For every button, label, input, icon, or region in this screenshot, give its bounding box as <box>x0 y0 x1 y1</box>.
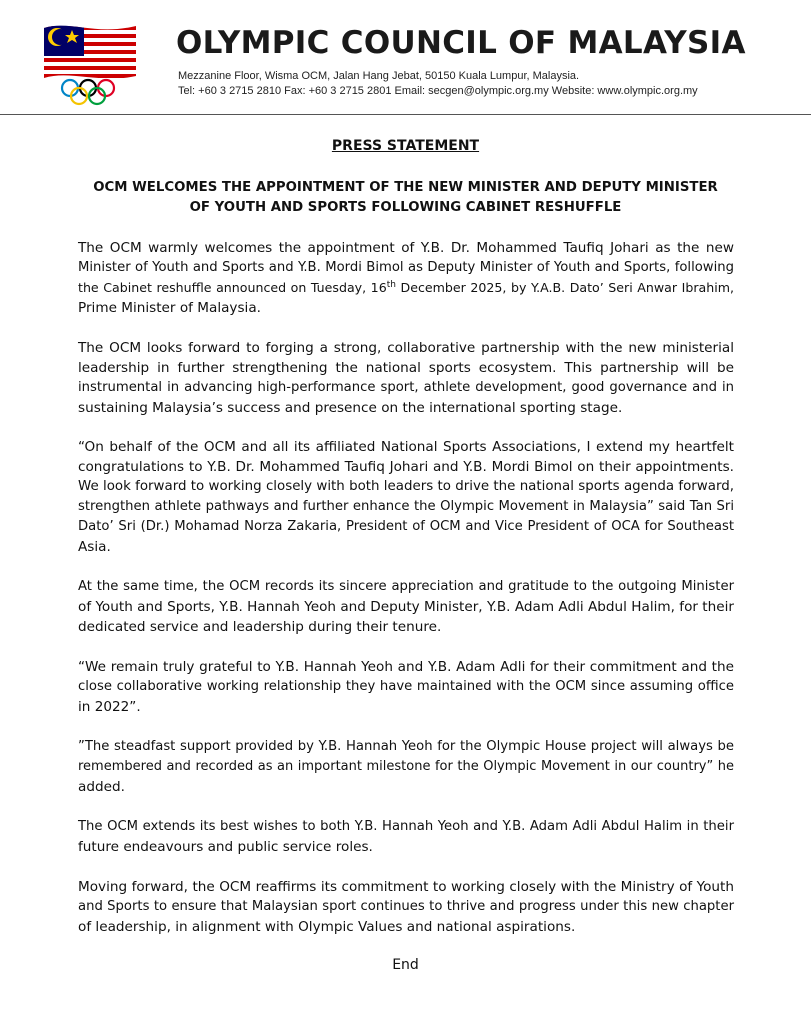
letterhead <box>0 0 811 116</box>
paragraph-5-quote <box>78 657 734 717</box>
organization-name: OLYMPIC COUNCIL OF MALAYSIA <box>176 25 746 61</box>
paragraph-line: Prime Minister of Malaysia. <box>78 300 261 316</box>
paragraph-line: of leadership, in alignment with Olympic Values and national aspirations. <box>78 919 576 935</box>
paragraph-line: leadership in further strengthening the national sports ecosystem. This partnership will be <box>78 360 734 376</box>
ordinal-suffix: th <box>386 279 396 290</box>
paragraph-7 <box>78 817 734 857</box>
headline-line: OCM WELCOMES THE APPOINTMENT OF THE NEW MINISTER AND DEPUTY MINISTER <box>93 180 718 195</box>
paragraph-line: added. <box>78 779 125 795</box>
paragraph-line: sustaining Malaysia’s success and presence on the international sporting stage. <box>78 400 623 416</box>
headline-line: OF YOUTH AND SPORTS FOLLOWING CABINET RESHUFFLE <box>189 200 622 215</box>
paragraph-8 <box>78 877 734 937</box>
paragraph-1 <box>78 238 734 318</box>
paragraph-2 <box>78 338 734 418</box>
paragraph-line: Minister of Youth and Sports and Y.B. Mordi Bimol as Deputy Minister of Youth and Sports, following <box>78 260 734 275</box>
organization-contact: Tel: +60 3 2715 2810 Fax: +60 3 2715 2801 Email: secgen@olympic.org.my Website: www.olympic.org.my <box>178 85 698 97</box>
end-marker: End <box>392 957 419 973</box>
paragraph-line: future endeavours and public service roles. <box>78 839 373 855</box>
paragraph-line: At the same time, the OCM records its sincere appreciation and gratitude to the outgoing Minister <box>78 579 734 594</box>
paragraph-line: Moving forward, the OCM reaffirms its commitment to working closely with the Ministry of Youth <box>78 879 734 895</box>
paragraph-line: ”The steadfast support provided by Y.B. Hannah Yeoh for the Olympic House project will always be <box>78 739 734 754</box>
headline <box>40 178 771 218</box>
olympic-rings-icon <box>62 80 114 104</box>
paragraph-line: close collaborative working relationship they have maintained with the OCM since assuming office <box>78 679 734 694</box>
organization-address: Mezzanine Floor, Wisma OCM, Jalan Hang Jebat, 50150 Kuala Lumpur, Malaysia. <box>178 70 580 82</box>
paragraph-line: instrumental in advancing high-performance sport, athlete development, good governance and in <box>78 380 734 395</box>
press-statement-title: PRESS STATEMENT <box>331 138 480 154</box>
line-text: the Cabinet reshuffle announced on Tuesday, 16 <box>78 280 387 295</box>
paragraph-line: “We remain truly grateful to Y.B. Hannah Yeoh and Y.B. Adam Adli for their commitment and the <box>78 659 734 675</box>
paragraph-3-quote <box>78 437 734 557</box>
paragraph-6-quote <box>78 737 734 797</box>
paragraph-line: “On behalf of the OCM and all its affiliated National Sports Associations, I extend my heartfelt <box>78 439 734 455</box>
paragraph-line: congratulations to Y.B. Dr. Mohammed Taufiq Johari and Y.B. Mordi Bimol on their appointments. <box>78 459 734 475</box>
paragraph-line: The OCM looks forward to forging a strong, collaborative partnership with the new ministerial <box>78 340 734 356</box>
paragraph-line <box>78 278 734 298</box>
paragraph-line: remembered and recorded as an important milestone for the Olympic Movement in our country” he <box>78 759 734 774</box>
paragraph-line: of Youth and Sports, Y.B. Hannah Yeoh and Deputy Minister, Y.B. Adam Adli Abdul Halim, for their <box>78 599 734 615</box>
paragraph-line: dedicated service and leadership during their tenure. <box>78 619 442 635</box>
paragraph-line: and Sports to ensure that Malaysian sport continues to thrive and progress under this new chapter <box>78 899 734 914</box>
line-text: December 2025, by Y.A.B. Dato’ Seri Anwar Ibrahim, <box>395 280 734 295</box>
paragraph-line: Dato’ Sri (Dr.) Mohamad Norza Zakaria, President of OCM and Vice President of OCA for Southeast <box>78 519 734 534</box>
paragraph-line: We look forward to working closely with both leaders to drive the national sports agenda forward, <box>78 479 734 494</box>
paragraph-line: Asia. <box>78 539 111 555</box>
paragraph-4 <box>78 577 734 637</box>
paragraph-line: in 2022”. <box>78 699 141 715</box>
letterhead-divider <box>0 114 811 115</box>
malaysia-flag-icon <box>40 18 140 88</box>
paragraph-line: strengthen athlete pathways and further enhance the Olympic Movement in Malaysia” said Tan Sri <box>78 499 734 514</box>
paragraph-line: The OCM warmly welcomes the appointment of Y.B. Dr. Mohammed Taufiq Johari as the new <box>78 240 734 256</box>
ocm-logo <box>40 18 140 108</box>
paragraph-line: The OCM extends its best wishes to both Y.B. Hannah Yeoh and Y.B. Adam Adli Abdul Halim in their <box>78 819 734 834</box>
